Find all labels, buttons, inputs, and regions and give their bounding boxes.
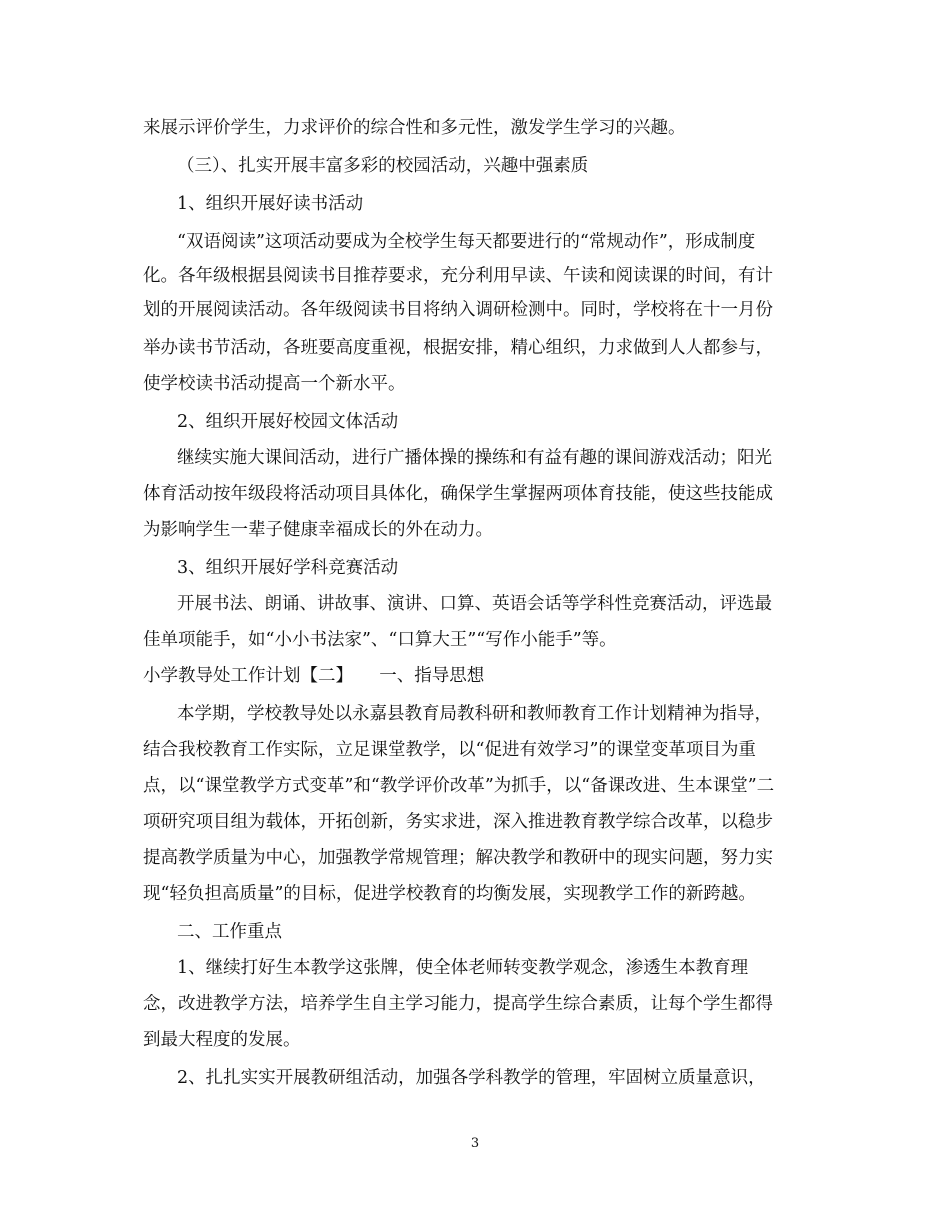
body-text-line: 来展示评价学生，力求评价的综合性和多元性，激发学生学习的兴趣。 [143, 118, 686, 138]
body-text-line: 点，以“课堂教学方式变革”和“教学评价改革”为抓手，以“备课改进、生本课堂”二 [143, 776, 775, 796]
body-text-line: 化。各年级根据县阅读书目推荐要求，充分利用早读、午读和阅读课的时间，有计 [143, 266, 773, 286]
body-text-line: 举办读书节活动，各班要高度重视，根据安排，精心组织，力求做到人人都参与， [143, 338, 773, 358]
body-text-line: 佳单项能手，如“小小书法家”、“口算大王”“写作小能手”等。 [143, 630, 617, 650]
body-text-line: 继续实施大课间活动，进行广播体操的操练和有益有趣的课间游戏活动；阳光 [177, 448, 772, 468]
body-text-line: 到最大程度的发展。 [143, 1030, 301, 1050]
section-heading: （三）、扎实开展丰富多彩的校园活动，兴趣中强素质 [177, 156, 589, 176]
body-text-line: 为影响学生一辈子健康幸福成长的外在动力。 [143, 520, 493, 540]
subsection-heading: 3、组织开展好学科竞赛活动 [177, 558, 399, 578]
body-text-line: 使学校读书活动提高一个新水平。 [143, 374, 406, 394]
body-text-line: 2、扎扎实实开展教研组活动，加强各学科教学的管理，牢固树立质量意识， [177, 1068, 766, 1088]
body-text-line: 提高教学质量为中心，加强教学常规管理；解决教学和教研中的现实问题，努力实 [143, 848, 773, 868]
body-text-line: “双语阅读”这项活动要成为全校学生每天都要进行的“常规动作”，形成制度 [177, 232, 756, 252]
body-text-line: 体育活动按年级段将活动项目具体化，确保学生掌握两项体育技能，使这些技能成 [143, 484, 773, 504]
body-text-line: 念，改进教学方法，培养学生自主学习能力，提高学生综合素质，让每个学生都得 [143, 994, 773, 1014]
body-text-line: 项研究项目组为载体，开拓创新，务实求进，深入推进教育教学综合改革，以稳步 [143, 812, 773, 832]
section-heading: 二、工作重点 [177, 922, 282, 942]
document-section-title: 小学教导处工作计划【二】 一、指导思想 [143, 666, 485, 686]
body-text-line: 开展书法、朗诵、讲故事、演讲、口算、英语会话等学科性竞赛活动，评选最 [177, 594, 772, 614]
body-text-line: 1、继续打好生本教学这张牌，使全体老师转变教学观念，渗透生本教育理 [177, 958, 749, 978]
body-text-line: 现“轻负担高质量”的目标，促进学校教育的均衡发展，实现教学工作的新跨越。 [143, 884, 756, 904]
subsection-heading: 1、组织开展好读书活动 [177, 194, 364, 214]
body-text-line: 划的开展阅读活动。各年级阅读书目将纳入调研检测中。同时，学校将在十一月份 [143, 300, 773, 320]
page-number: 3 [470, 1136, 480, 1151]
body-text-line: 本学期，学校教导处以永嘉县教育局教科研和教师教育工作计划精神为指导， [177, 704, 772, 724]
subsection-heading: 2、组织开展好校园文体活动 [177, 412, 399, 432]
body-text-line: 结合我校教育工作实际，立足课堂教学，以“促进有效学习”的课堂变革项目为重 [143, 740, 756, 760]
